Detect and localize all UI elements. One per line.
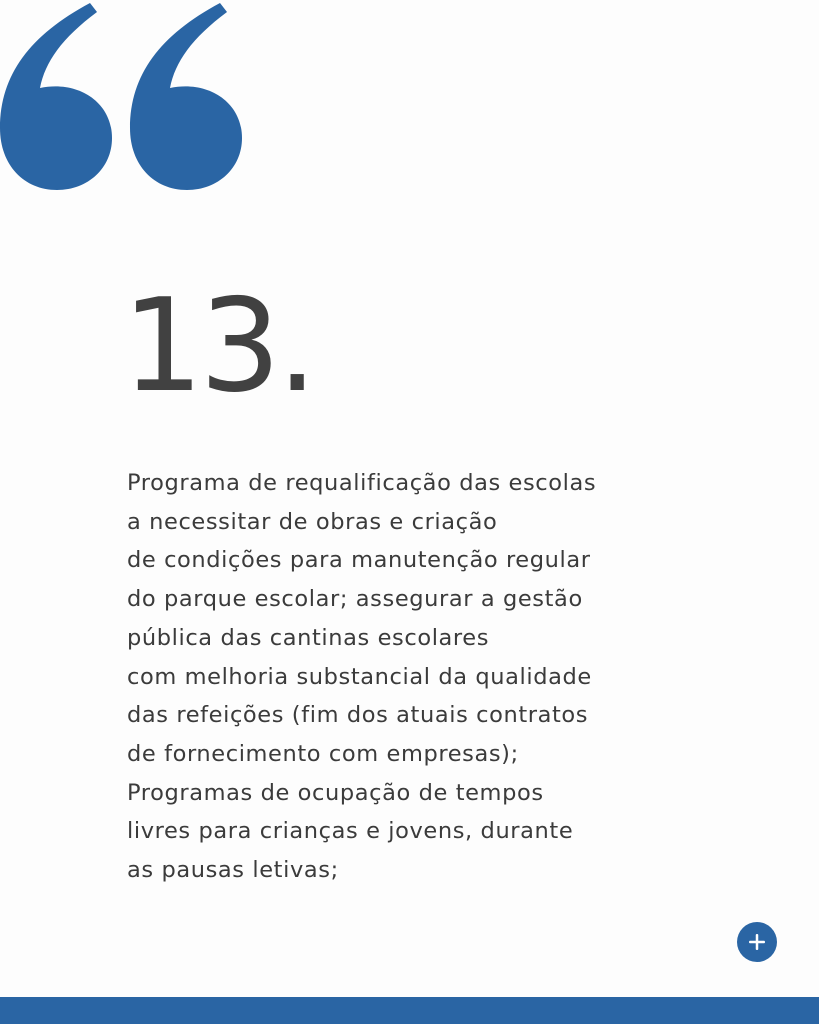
description-line: as pausas letivas; <box>127 857 339 884</box>
description-line: das refeições (fim dos atuais contratos <box>127 702 589 729</box>
description-line: do parque escolar; assegurar a gestão <box>127 586 583 613</box>
description-line: com melhoria substancial da qualidade <box>127 663 592 690</box>
description-line: de fornecimento com empresas); <box>127 740 519 767</box>
description-line: pública das cantinas escolares <box>127 624 490 651</box>
description-line: Programas de ocupação de tempos <box>127 779 544 806</box>
description-line: de condições para manutenção regular <box>127 547 591 574</box>
description-line: Programa de requalificação das escolas <box>127 470 597 496</box>
quote-mark-icon <box>0 0 260 200</box>
description-line: a necessitar de obras e criação <box>127 508 498 535</box>
bottom-accent-bar <box>0 997 819 1024</box>
item-description <box>127 464 687 890</box>
item-number: 13. <box>122 272 314 421</box>
more-button[interactable] <box>737 922 777 962</box>
description-line: livres para crianças e jovens, durante <box>127 818 574 845</box>
plus-icon <box>737 922 777 962</box>
